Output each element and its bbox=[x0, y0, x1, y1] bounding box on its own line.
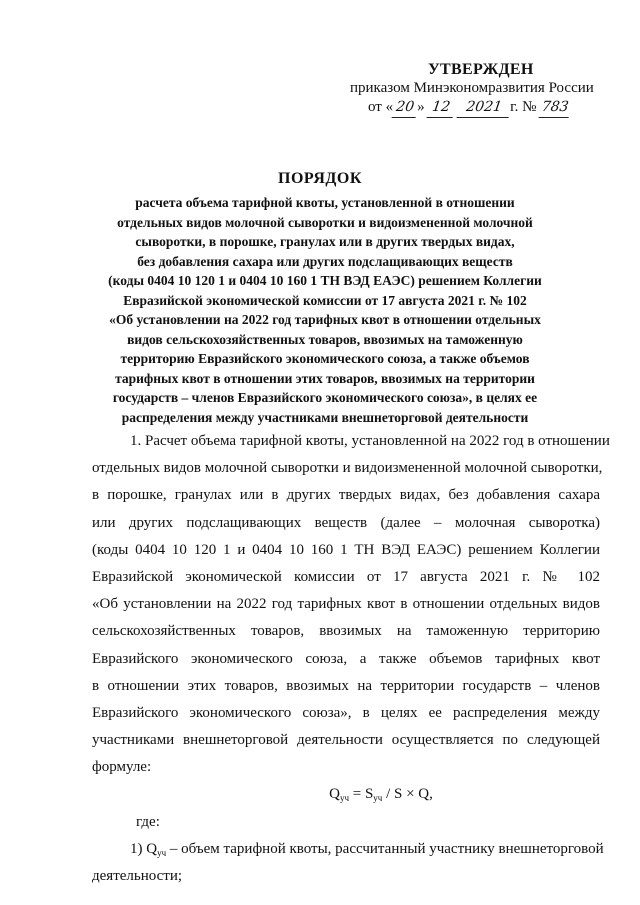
quota-formula bbox=[92, 781, 600, 808]
approved-heading: УТВЕРЖДЕН bbox=[428, 61, 534, 78]
item-1-subscript: уч bbox=[157, 847, 167, 858]
body-line: Евразийского экономического союза, а также объемов тарифных квот bbox=[92, 650, 600, 667]
body-line: сельскохозяйственных товаров, ввозимых на таможенную территорию bbox=[92, 623, 600, 640]
subtitle-line: Евразийской экономической комиссии от 17 августа 2021 г. № 102 bbox=[123, 292, 527, 308]
body-text bbox=[92, 428, 610, 890]
body-line: участниками внешнеторговой деятельности осуществляется по следующей bbox=[92, 732, 600, 749]
subtitle-line: распределения между участниками внешнеторговой деятельности bbox=[121, 409, 529, 425]
handwritten-year: 2021 bbox=[457, 98, 512, 118]
formula-q-subscript: уч bbox=[339, 793, 349, 804]
handwritten-month: 12 bbox=[427, 98, 456, 118]
body-line: «Об установлении на 2022 год тарифных квот в отношении отдельных видов bbox=[92, 596, 600, 613]
body-line: формуле: bbox=[92, 759, 152, 776]
subtitle-line: тарифных квот в отношении этих товаров, ввозимых на территории bbox=[115, 370, 535, 386]
subtitle-line: расчета объема тарифной квоты, установленной в отношении bbox=[135, 195, 515, 210]
subtitle-line: (коды 0404 10 120 1 и 0404 10 160 1 ТН ВЭД ЕАЭС) решением Коллегии bbox=[108, 273, 542, 288]
subtitle-line: видов сельскохозяйственных товаров, ввозимых на таможенную bbox=[127, 331, 523, 347]
document-subtitle bbox=[100, 193, 550, 427]
body-line: 1. Расчет объема тарифной квоты, установленной на 2022 год в отношении bbox=[130, 433, 610, 449]
date-prefix: от « bbox=[368, 99, 394, 115]
subtitle-line: без добавления сахара или других подслащивающих веществ bbox=[137, 253, 513, 269]
body-line: в отношении этих товаров, ввозимых на территории государств – членов bbox=[92, 677, 600, 694]
item-1-text: – объем тарифной квоты, рассчитанный участнику внешнеторговой bbox=[166, 840, 604, 857]
document-title: ПОРЯДОК bbox=[278, 170, 362, 187]
body-line: Евразийской экономической комиссии от 17 августа 2021 г. № 102 bbox=[92, 568, 600, 585]
subtitle-line: «Об установлении на 2022 год тарифных квот в отношении отдельных bbox=[109, 312, 541, 327]
subtitle-line: государств – членов Евразийского экономического союза», в целях ее bbox=[112, 390, 538, 405]
item-1-line bbox=[92, 836, 604, 863]
formula-s-subscript: уч bbox=[373, 793, 383, 804]
approval-dateline bbox=[340, 98, 610, 118]
body-line: (коды 0404 10 120 1 и 0404 10 160 1 ТН ВЭД ЕАЭС) решением Коллегии bbox=[92, 541, 600, 558]
item-1-prefix: 1) Q bbox=[130, 840, 158, 857]
approval-order-text: приказом Минэкономразвития России bbox=[350, 80, 594, 96]
year-suffix: г. № bbox=[510, 99, 537, 115]
approval-block bbox=[340, 60, 610, 118]
body-line: или других подслащивающих веществ (далее – молочная сыворотка) bbox=[92, 514, 600, 531]
date-mid: » bbox=[417, 99, 425, 115]
item-1-continuation: деятельности; bbox=[92, 868, 183, 884]
handwritten-day: 20 bbox=[392, 98, 419, 118]
body-line: в порошке, гранулах или в других твердых видах, без добавления сахара bbox=[92, 487, 600, 504]
subtitle-line: территорию Евразийского экономического союза, а также объемов bbox=[120, 351, 530, 366]
body-line: Евразийского экономического союза», в целях ее распределения между bbox=[92, 704, 600, 721]
formula-rest: / S × Q, bbox=[382, 786, 433, 803]
body-line: отдельных видов молочной сыворотки и видоизмененной молочной сыворотки, bbox=[92, 460, 603, 477]
formula-q: Q bbox=[329, 786, 340, 803]
handwritten-order-number: 783 bbox=[539, 98, 572, 118]
where-label: где: bbox=[136, 813, 160, 830]
formula-equals: = bbox=[348, 786, 365, 803]
subtitle-line: отдельных видов молочной сыворотки и видоизмененной молочной bbox=[117, 214, 533, 230]
formula-s: S bbox=[364, 786, 374, 803]
subtitle-line: сыворотки, в порошке, гранулах или в других твердых видах, bbox=[135, 234, 515, 249]
